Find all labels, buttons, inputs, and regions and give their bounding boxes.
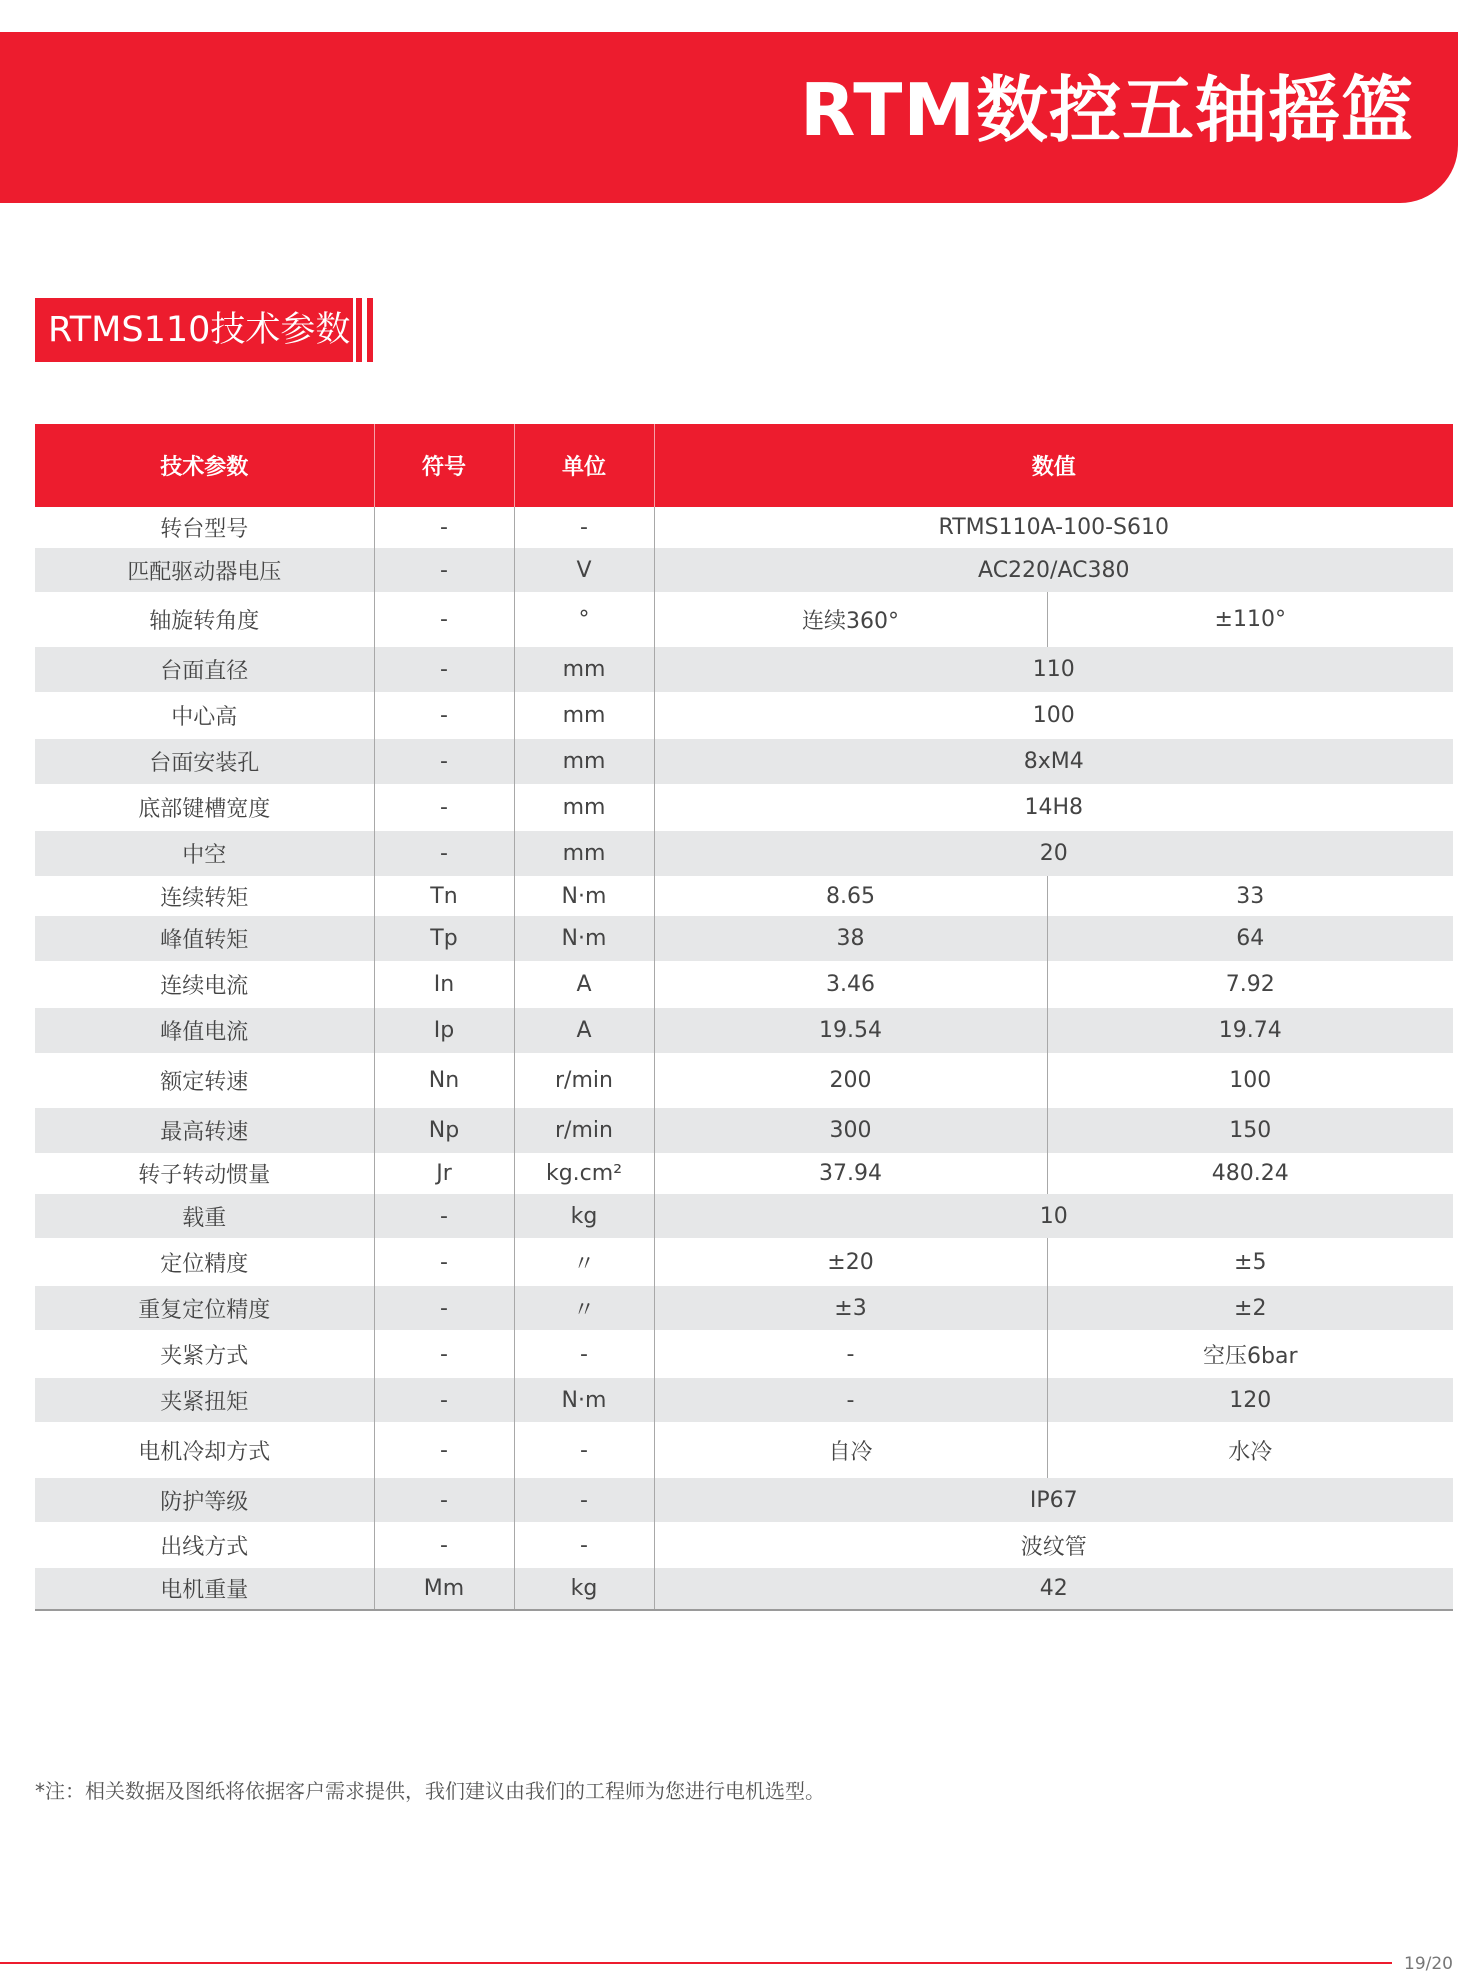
value-cell: 64 — [1047, 916, 1453, 961]
symbol-cell: - — [374, 1286, 514, 1330]
value-cell: 8xM4 — [654, 739, 1453, 784]
page-title: RTM数控五轴摇篮 — [800, 68, 1414, 152]
symbol-cell: - — [374, 647, 514, 692]
param-name-cell: 出线方式 — [160, 1534, 249, 1560]
table-row — [35, 739, 1453, 784]
unit-cell: r/min — [514, 1108, 654, 1153]
section-title-bar — [356, 298, 362, 362]
symbol-cell: - — [374, 784, 514, 831]
param-name-cell: 最高转速 — [35, 1108, 374, 1153]
unit-cell: 〃 — [514, 1286, 654, 1330]
unit-cell: V — [514, 548, 654, 592]
param-name-cell: 轴旋转角度 — [149, 609, 260, 634]
table-row — [35, 876, 1453, 916]
param-name-cell: 峰值电流 — [35, 1008, 374, 1053]
unit-cell: mm — [514, 739, 654, 784]
table-row — [35, 1522, 1453, 1568]
symbol-cell: Ip — [374, 1008, 514, 1053]
param-name-cell: 匹配驱动器电压 — [35, 548, 374, 592]
param-name-cell: 载重 — [35, 1194, 374, 1238]
param-name-cell: 电机冷却方式 — [138, 1439, 271, 1465]
table-row — [35, 647, 1453, 692]
value-cell: 波纹管 — [654, 1522, 1453, 1568]
header-value: 数值 — [654, 424, 1453, 507]
table-row — [35, 784, 1453, 831]
symbol-cell: - — [374, 1522, 514, 1568]
value-cell: 空压6bar — [1047, 1330, 1453, 1378]
param-name-cell: 中心高 — [171, 705, 238, 730]
unit-cell: mm — [514, 831, 654, 876]
table-row — [35, 548, 1453, 592]
value-cell: ±2 — [1047, 1286, 1453, 1330]
value-cell: 连续360° — [654, 592, 1047, 647]
param-name-cell: 夹紧方式 — [160, 1343, 249, 1369]
value-cell: 19.54 — [654, 1008, 1047, 1053]
symbol-cell: In — [374, 961, 514, 1008]
symbol-cell: Tp — [374, 916, 514, 961]
value-cell: 14H8 — [654, 784, 1453, 831]
value-cell: ±110° — [1047, 592, 1453, 647]
symbol-cell: - — [374, 1378, 514, 1422]
unit-cell: A — [514, 1008, 654, 1053]
symbol-cell: - — [374, 548, 514, 592]
table-row — [35, 1008, 1453, 1053]
value-cell: 水冷 — [1047, 1422, 1453, 1478]
value-cell: 100 — [654, 692, 1453, 739]
param-name-cell: 转台型号 — [160, 517, 249, 542]
header-symbol: 符号 — [374, 424, 514, 507]
page-number: 19/20 — [1404, 1954, 1453, 1974]
value-cell: 480.24 — [1047, 1153, 1453, 1194]
symbol-cell: Jr — [374, 1153, 514, 1194]
value-cell: 自冷 — [654, 1422, 1047, 1478]
value-cell: 200 — [654, 1053, 1047, 1108]
param-name-cell: 夹紧扭矩 — [35, 1378, 374, 1422]
symbol-cell: Np — [374, 1108, 514, 1153]
section-title-bar — [367, 298, 373, 362]
table-row — [35, 1053, 1453, 1108]
value-cell: 10 — [654, 1194, 1453, 1238]
table-row — [35, 831, 1453, 876]
table-row — [35, 692, 1453, 739]
value-cell: IP67 — [654, 1478, 1453, 1522]
table-row — [35, 1568, 1453, 1610]
param-name-cell: 底部键槽宽度 — [138, 797, 271, 822]
symbol-cell: - — [374, 739, 514, 784]
value-cell: 120 — [1047, 1378, 1453, 1422]
value-cell: RTMS110A-100-S610 — [654, 507, 1453, 548]
symbol-cell: - — [374, 831, 514, 876]
value-cell: 150 — [1047, 1108, 1453, 1153]
unit-cell: kg.cm² — [514, 1153, 654, 1194]
unit-cell: ° — [514, 592, 654, 647]
param-name-cell: 转子转动惯量 — [138, 1163, 271, 1188]
table-row — [35, 961, 1453, 1008]
param-name-cell: 台面直径 — [35, 647, 374, 692]
param-name-cell: 台面安装孔 — [35, 739, 374, 784]
param-name-cell: 峰值转矩 — [35, 916, 374, 961]
unit-cell: mm — [514, 692, 654, 739]
value-cell: AC220/AC380 — [654, 548, 1453, 592]
unit-cell: kg — [514, 1568, 654, 1610]
table-row — [35, 1478, 1453, 1522]
table-row — [35, 1330, 1453, 1378]
unit-cell: N·m — [514, 876, 654, 916]
symbol-cell: - — [374, 1422, 514, 1478]
table-row — [35, 1286, 1453, 1330]
value-cell: 110 — [654, 647, 1453, 692]
value-cell: 38 — [654, 916, 1047, 961]
unit-cell: - — [514, 1422, 654, 1478]
unit-cell: A — [514, 961, 654, 1008]
symbol-cell: - — [374, 592, 514, 647]
value-cell: 100 — [1047, 1053, 1453, 1108]
table-row — [35, 1194, 1453, 1238]
section-title: RTMS110技术参数 — [35, 298, 353, 362]
unit-cell: N·m — [514, 1378, 654, 1422]
value-cell: 20 — [654, 831, 1453, 876]
value-cell: ±3 — [654, 1286, 1047, 1330]
symbol-cell: Tn — [374, 876, 514, 916]
param-name-cell: 电机重量 — [35, 1568, 374, 1610]
param-name-cell: 防护等级 — [35, 1478, 374, 1522]
value-cell: 37.94 — [654, 1153, 1047, 1194]
value-cell: ±5 — [1047, 1238, 1453, 1286]
value-cell: 33 — [1047, 876, 1453, 916]
symbol-cell: - — [374, 1478, 514, 1522]
unit-cell: kg — [514, 1194, 654, 1238]
unit-cell: - — [514, 507, 654, 548]
value-cell: ±20 — [654, 1238, 1047, 1286]
symbol-cell: - — [374, 507, 514, 548]
table-row — [35, 1422, 1453, 1478]
unit-cell: mm — [514, 784, 654, 831]
param-name-cell: 定位精度 — [160, 1251, 249, 1277]
value-cell: 8.65 — [654, 876, 1047, 916]
param-name-cell: 重复定位精度 — [35, 1286, 374, 1330]
param-name-cell: 中空 — [35, 831, 374, 876]
unit-cell: mm — [514, 647, 654, 692]
table-row — [35, 1108, 1453, 1153]
unit-cell: - — [514, 1522, 654, 1568]
header-banner — [0, 32, 1458, 203]
header-param: 技术参数 — [35, 424, 374, 507]
unit-cell: N·m — [514, 916, 654, 961]
symbol-cell: Nn — [374, 1053, 514, 1108]
table-row — [35, 1378, 1453, 1422]
header-unit: 单位 — [514, 424, 654, 507]
symbol-cell: - — [374, 1238, 514, 1286]
footnote: *注：相关数据及图纸将依据客户需求提供，我们建议由我们的工程师为您进行电机选型。 — [35, 1779, 825, 1803]
value-cell: 42 — [654, 1568, 1453, 1610]
unit-cell: - — [514, 1330, 654, 1378]
table-row — [35, 1153, 1453, 1194]
spec-table — [35, 424, 1453, 1611]
value-cell: - — [654, 1378, 1047, 1422]
symbol-cell: - — [374, 1194, 514, 1238]
table-row — [35, 916, 1453, 961]
value-cell: 19.74 — [1047, 1008, 1453, 1053]
symbol-cell: Mm — [374, 1568, 514, 1610]
param-name-cell: 连续转矩 — [160, 885, 249, 911]
table-row — [35, 1238, 1453, 1286]
table-row — [35, 592, 1453, 647]
value-cell: 300 — [654, 1108, 1047, 1153]
value-cell: 7.92 — [1047, 961, 1453, 1008]
table-row — [35, 507, 1453, 548]
value-cell: 3.46 — [654, 961, 1047, 1008]
value-cell: - — [654, 1330, 1047, 1378]
param-name-cell: 连续电流 — [160, 974, 249, 999]
page-rule — [0, 1962, 1392, 1964]
table-header-row — [35, 424, 1453, 507]
symbol-cell: - — [374, 1330, 514, 1378]
unit-cell: 〃 — [514, 1238, 654, 1286]
symbol-cell: - — [374, 692, 514, 739]
unit-cell: - — [514, 1478, 654, 1522]
unit-cell: r/min — [514, 1053, 654, 1108]
param-name-cell: 额定转速 — [160, 1070, 249, 1095]
